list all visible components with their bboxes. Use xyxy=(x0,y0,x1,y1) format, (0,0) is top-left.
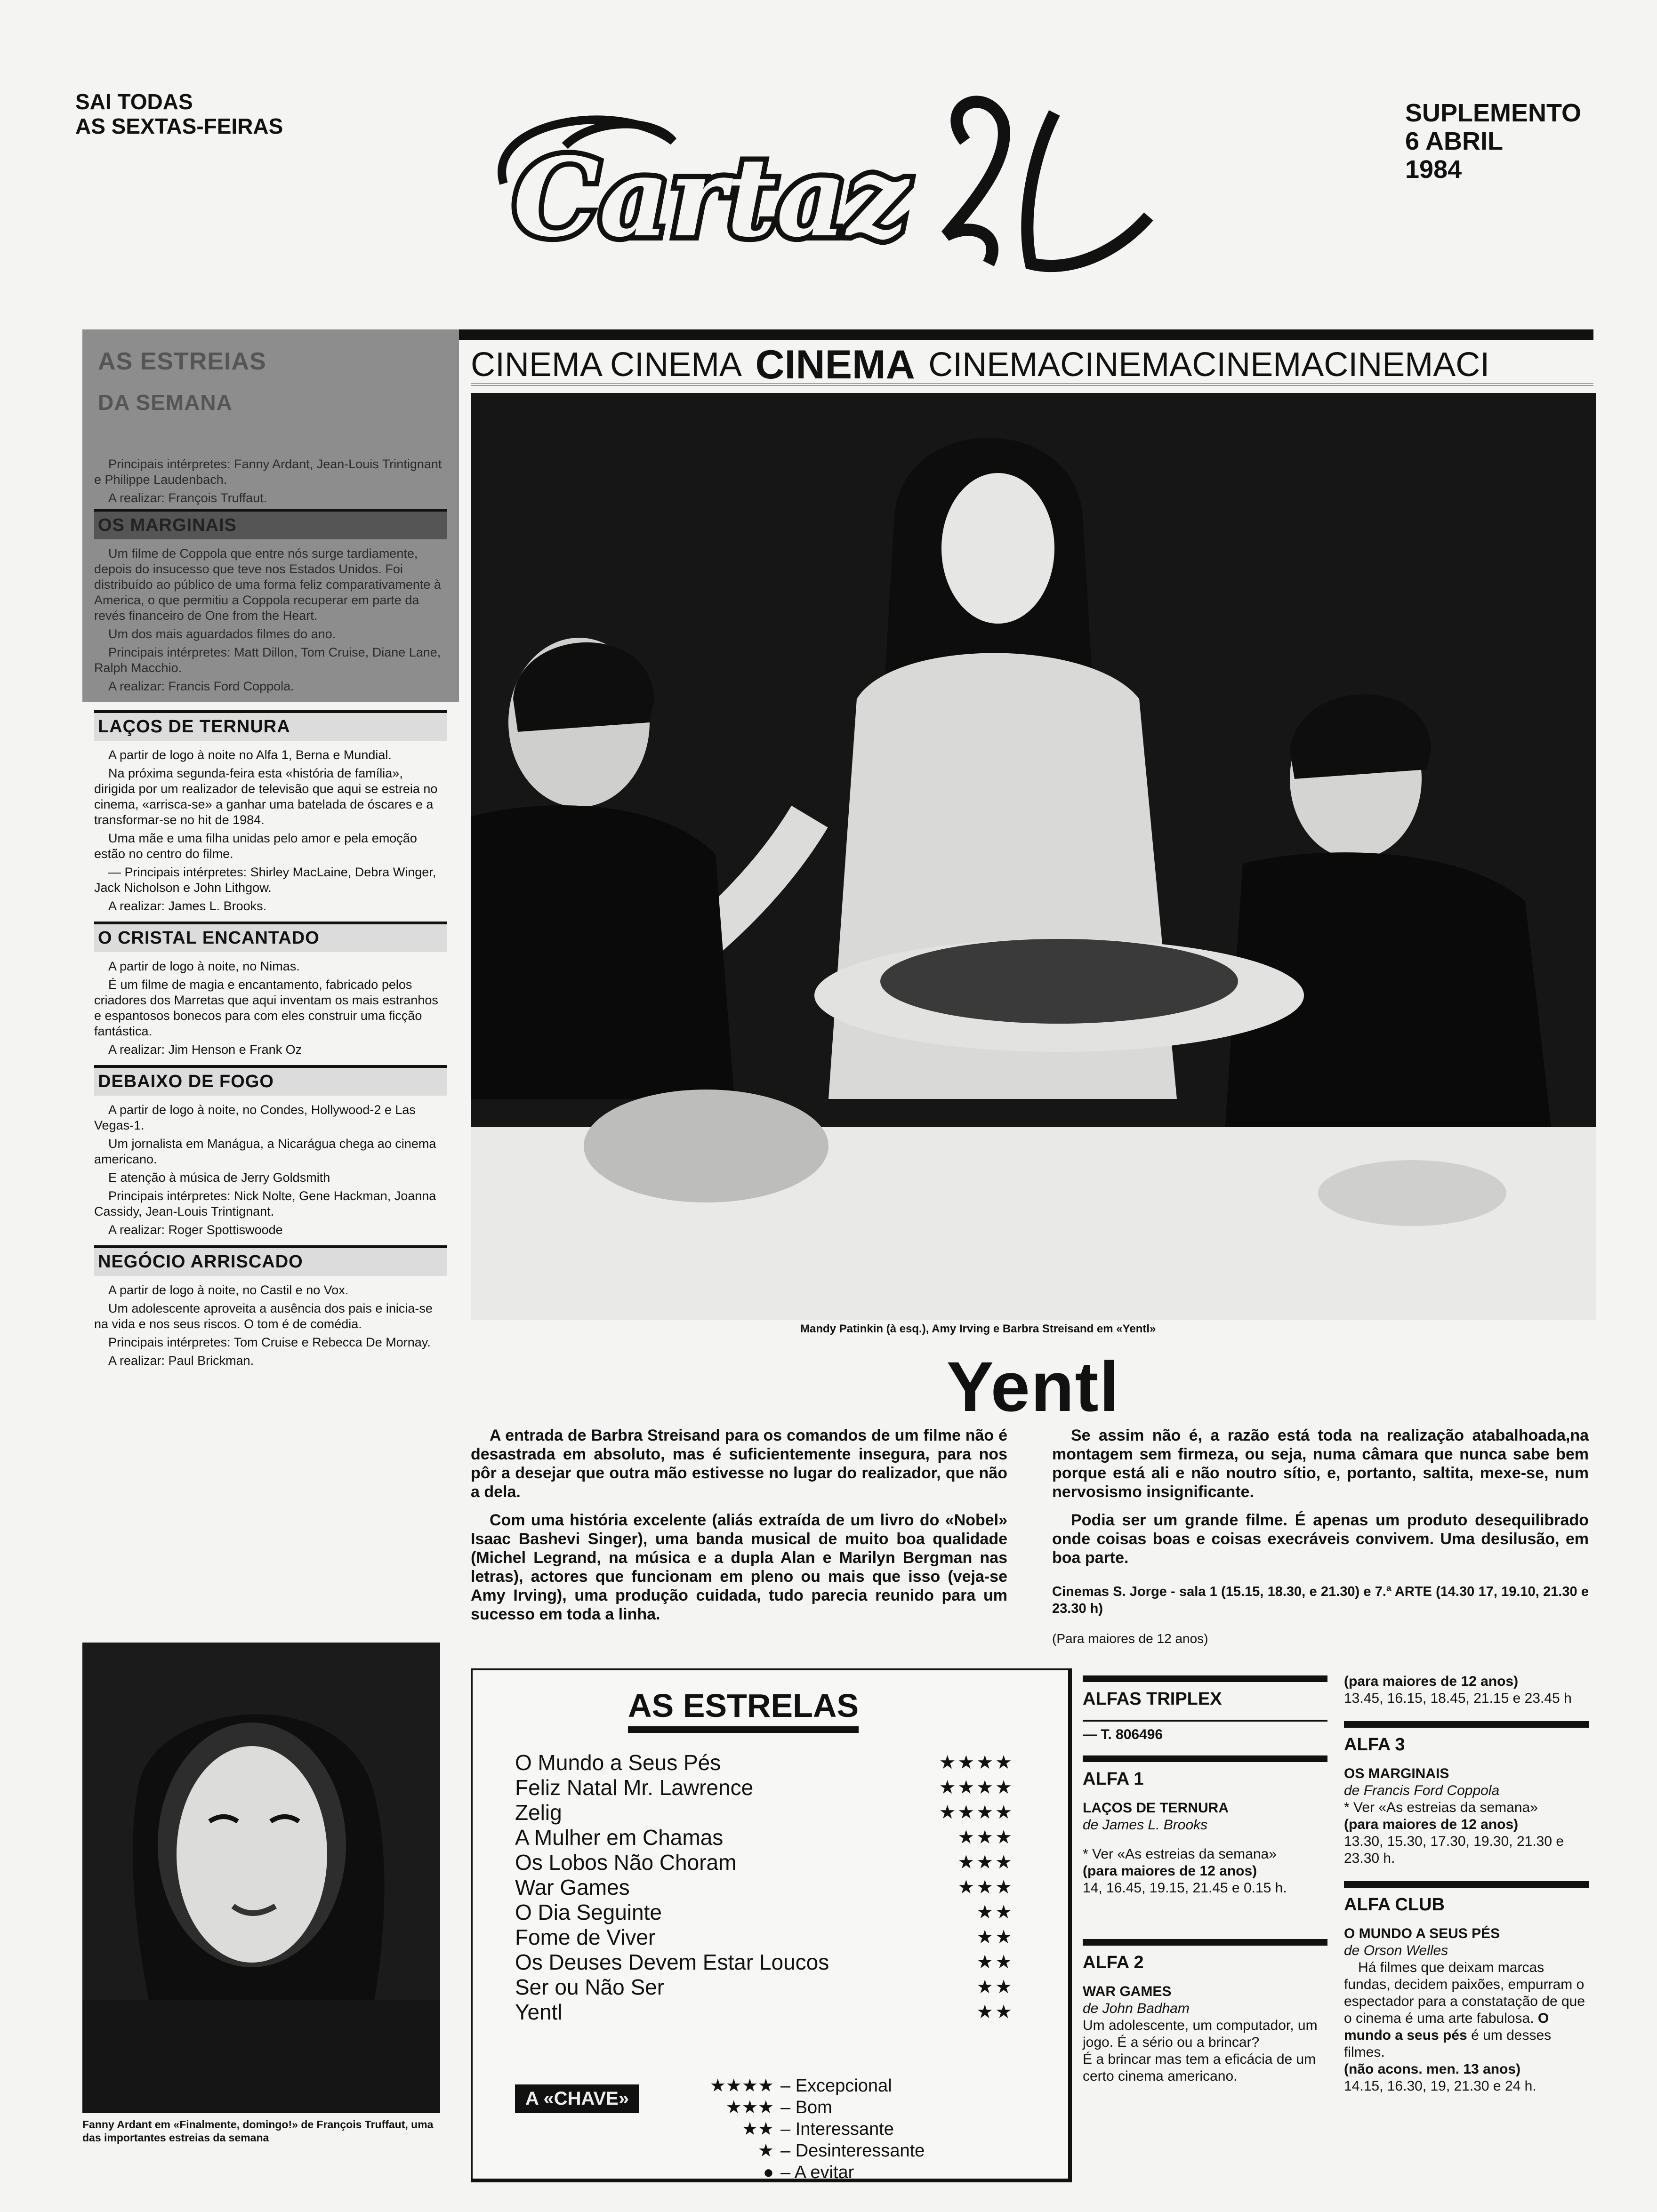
grey-subheading: DA SEMANA xyxy=(98,390,233,415)
article-debaixo xyxy=(82,1065,459,1245)
feature-paragraph: Se assim não é, a razão está toda na realização atabalhoada,na montagem sem firmeza, ou seja, numa câmara que nunca sabe bem porque está ali e não noutro sítio, e, portanto, saltita, mexe-se, num nervosismo insignificante. xyxy=(1052,1427,1589,1501)
masthead-tagline-1: SAI TODAS xyxy=(75,89,193,114)
star-row xyxy=(515,1750,1014,1775)
article-cristal xyxy=(82,922,459,1065)
cinema-alfa-club: ALFA CLUB xyxy=(1344,1881,1589,1913)
feature-paragraph: A entrada de Barbra Streisand para os comandos de um filme não é desastrada em absoluto, mas é suficientemente insegura, para nos pôr a desejar que outra mão estivesse no lugar do realizador, que não a dela. xyxy=(471,1427,1007,1501)
key-label: – Interessante xyxy=(780,2119,894,2139)
article-paragraph: Um jornalista em Manágua, a Nicarágua chega ao cinema americano. xyxy=(94,1137,436,1166)
key-symbol: ● xyxy=(763,2163,774,2182)
grey-section-heading: OS MARGINAIS xyxy=(94,509,447,539)
key-row xyxy=(694,2140,925,2162)
listing-text xyxy=(1344,1959,1589,2061)
star-rating: ★★★★ xyxy=(939,1802,1014,1823)
star-row xyxy=(515,1950,1014,1975)
cinema-header-left: CINEMA CINEMA xyxy=(471,346,742,384)
feature-paragraph: Podia ser um grande filme. É apenas um produto desequilibrado onde coisas boas e coisas execráveis convivem. Uma desilusão, em boa parte. xyxy=(1052,1511,1589,1567)
yentl-photo xyxy=(471,393,1596,1320)
star-row xyxy=(515,1900,1014,1925)
key-label: – Excepcional xyxy=(780,2076,892,2096)
star-film: Yentl xyxy=(515,2000,563,2024)
cinema-alfa1: ALFA 1 xyxy=(1083,1755,1327,1787)
article-paragraph: É um filme de magia e encantamento, fabricado pelos criadores dos Marretas que aqui inventam os mais estranhos e espantosos bonecos para com eles construir uma ficção fantástica. xyxy=(94,978,438,1038)
cinema-alfa3: ALFA 3 xyxy=(1344,1721,1589,1753)
key-symbol: ★ xyxy=(757,2141,774,2161)
listing-director: de John Badham xyxy=(1083,2001,1190,2016)
star-row xyxy=(515,1775,1014,1800)
article-negocio xyxy=(82,1245,459,1376)
listing-times: 13.45, 16.15, 18.45, 21.15 e 23.45 h xyxy=(1344,1691,1572,1706)
article-paragraph: Uma mãe e uma filha unidas pelo amor e pela emoção estão no centro do filme. xyxy=(94,831,417,861)
listing-director: de James L. Brooks xyxy=(1083,1817,1208,1833)
key-badge: A «CHAVE» xyxy=(515,2084,639,2113)
star-rating: ★★★★ xyxy=(939,1752,1014,1773)
key-label: – Bom xyxy=(780,2098,832,2117)
star-film: O Mundo a Seus Pés xyxy=(515,1750,721,1775)
article-paragraph: Principais intérpretes: Tom Cruise e Rebecca De Mornay. xyxy=(108,1335,431,1349)
article-lacos xyxy=(82,710,459,922)
grey-text-3: Um filme de Coppola que entre nós surge tardiamente, depois do insucesso que teve nos Estados Unidos. Foi distribuído ao público de uma forma feliz comparativamente à America, o que permitiu a Coppola recuperar em parte da revés financeiro de One from the Heart. xyxy=(94,546,441,623)
article-title: LAÇOS DE TERNURA xyxy=(94,710,447,741)
article-paragraph: A partir de logo à noite no Alfa 1, Berna e Mundial. xyxy=(108,748,392,762)
key-symbol: ★★ xyxy=(741,2119,774,2139)
key-row xyxy=(694,2097,925,2118)
cartaz-dl-logo xyxy=(475,66,1167,311)
listing-director: de Orson Welles xyxy=(1344,1943,1448,1958)
article-title: O CRISTAL ENCANTADO xyxy=(94,922,447,952)
fanny-photo-caption: Fanny Ardant em «Finalmente, domingo!» de François Truffaut, uma das importantes estreias da semana xyxy=(82,2118,434,2144)
grey-text-1: Principais intérpretes: Fanny Ardant, Jean-Louis Trintignant e Philippe Laudenbach. xyxy=(94,457,442,487)
star-rating: ★★ xyxy=(976,1902,1014,1923)
star-row xyxy=(515,1800,1014,1825)
listing-director: de Francis Ford Coppola xyxy=(1344,1783,1500,1798)
star-rating: ★★ xyxy=(976,2002,1014,2022)
article-paragraph: A realizar: Jim Henson e Frank Oz xyxy=(108,1042,302,1057)
listing-film: O MUNDO A SEUS PÉS xyxy=(1344,1926,1500,1941)
venue-heading: ALFAS TRIPLEX xyxy=(1083,1675,1327,1707)
venue-phone: — T. 806496 xyxy=(1083,1720,1327,1743)
star-film: A Mulher em Chamas xyxy=(515,1825,724,1850)
star-film: War Games xyxy=(515,1875,630,1899)
listing-text-pre: Há filmes que deixam marcas fundas, decidem paixões, empurram o espectador para a constatação de que o cinema é uma arte fabulosa. xyxy=(1344,1960,1585,2026)
article-paragraph: Um adolescente aproveita a ausência dos pais e inicia-se na vida e nos seus riscos. O tom é de comédia. xyxy=(94,1301,433,1331)
listing-text: É a brincar mas tem a eficácia de um certo cinema americano. xyxy=(1083,2052,1316,2084)
listing-film: LAÇOS DE TERNURA xyxy=(1083,1800,1229,1816)
listing-age: (para maiores de 12 anos) xyxy=(1344,1817,1519,1832)
article-paragraph: A partir de logo à noite, no Castil e no Vox. xyxy=(108,1283,349,1297)
listings-column-2 xyxy=(1344,1673,1589,2095)
feature-paragraph: Com uma história excelente (aliás extraída de um livro do «Nobel» Isaac Bashevi Singer), uma banda musical de muito boa qualidade (Michel Legrand, na música e a dupla Alan e Marilyn Bergman nas letras), actores que funcionam em pleno ou mais que isso (veja-se Amy Irving), uma produção cuidada, tudo parecia reunido para um sucesso em toda a linha. xyxy=(471,1511,1007,1623)
listing-text: Um adolescente, um computador, um jogo. É a sério ou a brincar? xyxy=(1083,2018,1318,2050)
star-row xyxy=(515,1975,1014,2000)
key-row xyxy=(694,2075,925,2097)
article-paragraph: A partir de logo à noite, no Nimas. xyxy=(108,959,300,973)
star-film: Fome de Viver xyxy=(515,1925,656,1949)
issue-year: 1984 xyxy=(1405,155,1462,184)
star-film: Ser ou Não Ser xyxy=(515,1975,665,1999)
logo-text: Cartaz xyxy=(513,134,909,261)
listing-text-post: é um desses filmes. xyxy=(1344,2028,1552,2060)
key-row xyxy=(694,2162,925,2183)
grey-text-5: Principais intérpretes: Matt Dillon, Tom Cruise, Diane Lane, Ralph Macchio. xyxy=(94,645,441,675)
feature-title: Yentl xyxy=(946,1347,1120,1426)
star-film: Os Deuses Devem Estar Loucos xyxy=(515,1950,829,1974)
issue-date: 6 ABRIL xyxy=(1405,127,1504,155)
article-paragraph: A realizar: Paul Brickman. xyxy=(108,1354,254,1368)
feature-column-2 xyxy=(1052,1426,1589,1648)
key-row xyxy=(694,2118,925,2140)
article-title: DEBAIXO DE FOGO xyxy=(94,1065,447,1096)
stars-title: AS ESTRELAS xyxy=(628,1687,859,1733)
masthead-left xyxy=(75,89,283,138)
article-paragraph: Na próxima segunda-feira esta «história de família», dirigida por um realizador de televisão que aqui se estreia no cinema, «arrisca-se» a ganhar uma batelada de óscares e a transformar-se no hit de 1984. xyxy=(94,766,438,827)
star-rating: ★★ xyxy=(976,1927,1014,1948)
masthead-tagline-2: AS SEXTAS-FEIRAS xyxy=(75,114,283,138)
star-rating: ★★ xyxy=(976,1952,1014,1972)
feature-age-rating: (Para maiores de 12 anos) xyxy=(1052,1631,1208,1646)
grey-article-block xyxy=(82,329,459,702)
listing-times: 14.15, 16.30, 19, 21.30 e 24 h. xyxy=(1344,2078,1536,2094)
article-paragraph: E atenção à música de Jerry Goldsmith xyxy=(108,1170,330,1185)
cinema-header-right: CINEMACINEMACINEMACINEMACI xyxy=(928,346,1490,384)
star-film: Zelig xyxy=(515,1800,562,1825)
star-row xyxy=(515,1825,1014,1850)
grey-text-4: Um dos mais aguardados filmes do ano. xyxy=(108,627,336,641)
listing-film: WAR GAMES xyxy=(1083,1984,1172,1999)
star-film: O Dia Seguinte xyxy=(515,1900,662,1924)
star-row xyxy=(515,1875,1014,1900)
article-title: NEGÓCIO ARRISCADO xyxy=(94,1245,447,1276)
star-rating: ★★★ xyxy=(957,1827,1014,1848)
listing-note: * Ver «As estreias da semana» xyxy=(1083,1846,1277,1862)
listing-film: OS MARGINAIS xyxy=(1344,1766,1449,1781)
listing-age: (para maiores de 12 anos) xyxy=(1083,1863,1257,1879)
listing-times: 14, 16.45, 19.15, 21.45 e 0.15 h. xyxy=(1083,1880,1287,1896)
article-paragraph: A partir de logo à noite, no Condes, Hollywood-2 e Las Vegas-1. xyxy=(94,1103,416,1132)
key-symbol: ★★★★ xyxy=(709,2076,774,2096)
article-paragraph: A realizar: Roger Spottiswoode xyxy=(108,1223,283,1237)
listing-times: 13.30, 15.30, 17.30, 19.30, 21.30 e 23.30 h. xyxy=(1344,1834,1564,1866)
fanny-ardant-photo xyxy=(82,1643,440,2113)
stars-list xyxy=(515,1750,1014,2025)
article-paragraph: A realizar: James L. Brooks. xyxy=(108,899,267,913)
listings-column-1 xyxy=(1083,1675,1327,2085)
star-row xyxy=(515,1925,1014,1950)
masthead-right xyxy=(1405,99,1581,184)
star-rating: ★★★ xyxy=(957,1852,1014,1873)
cinema-alfa2: ALFA 2 xyxy=(1083,1939,1327,1971)
star-film: Os Lobos Não Choram xyxy=(515,1850,737,1875)
feature-column-1 xyxy=(471,1426,1007,1633)
star-row xyxy=(515,2000,1014,2025)
grey-text-2: A realizar: François Truffaut. xyxy=(108,491,267,505)
listing-note: * Ver «As estreias da semana» xyxy=(1344,1800,1538,1815)
star-film: Feliz Natal Mr. Lawrence xyxy=(515,1775,754,1800)
star-rating: ★★★ xyxy=(957,1877,1014,1898)
star-rating: ★★★★ xyxy=(939,1777,1014,1798)
grey-heading: AS ESTREIAS xyxy=(98,348,266,375)
listing-age: (não acons. men. 13 anos) xyxy=(1344,2061,1521,2077)
key-list xyxy=(694,2075,925,2183)
stars-box xyxy=(471,1668,1072,2182)
key-label: – Desinteressante xyxy=(780,2141,925,2161)
feature-cinemas: Cinemas S. Jorge - sala 1 (15.15, 18.30, e 21.30) e 7.ª ARTE (14.30 17, 19.10, 21.30 e 23.30 h) xyxy=(1052,1584,1589,1616)
article-paragraph: — Principais intérpretes: Shirley MacLaine, Debra Winger, Jack Nicholson e John Lithgow. xyxy=(94,865,436,895)
grey-text-6: A realizar: Francis Ford Coppola. xyxy=(108,679,294,693)
key-label: – A evitar xyxy=(780,2163,854,2182)
key-symbol: ★★★ xyxy=(725,2098,774,2117)
cinema-section-header xyxy=(471,346,1593,385)
listing-age: (para maiores de 12 anos) xyxy=(1344,1674,1519,1689)
cinema-header-center: CINEMA xyxy=(755,346,915,385)
supplement-label: SUPLEMENTO xyxy=(1405,99,1582,127)
yentl-photo-caption: Mandy Patinkin (à esq.), Amy Irving e Barbra Streisand em «Yentl» xyxy=(800,1322,1156,1335)
article-paragraph: Principais intérpretes: Nick Nolte, Gene Hackman, Joanna Cassidy, Jean-Louis Trintignant. xyxy=(94,1189,436,1218)
star-rating: ★★ xyxy=(976,1977,1014,1997)
listing-text-bold: O mundo a seus pés xyxy=(1344,2011,1549,2043)
star-row xyxy=(515,1850,1014,1875)
